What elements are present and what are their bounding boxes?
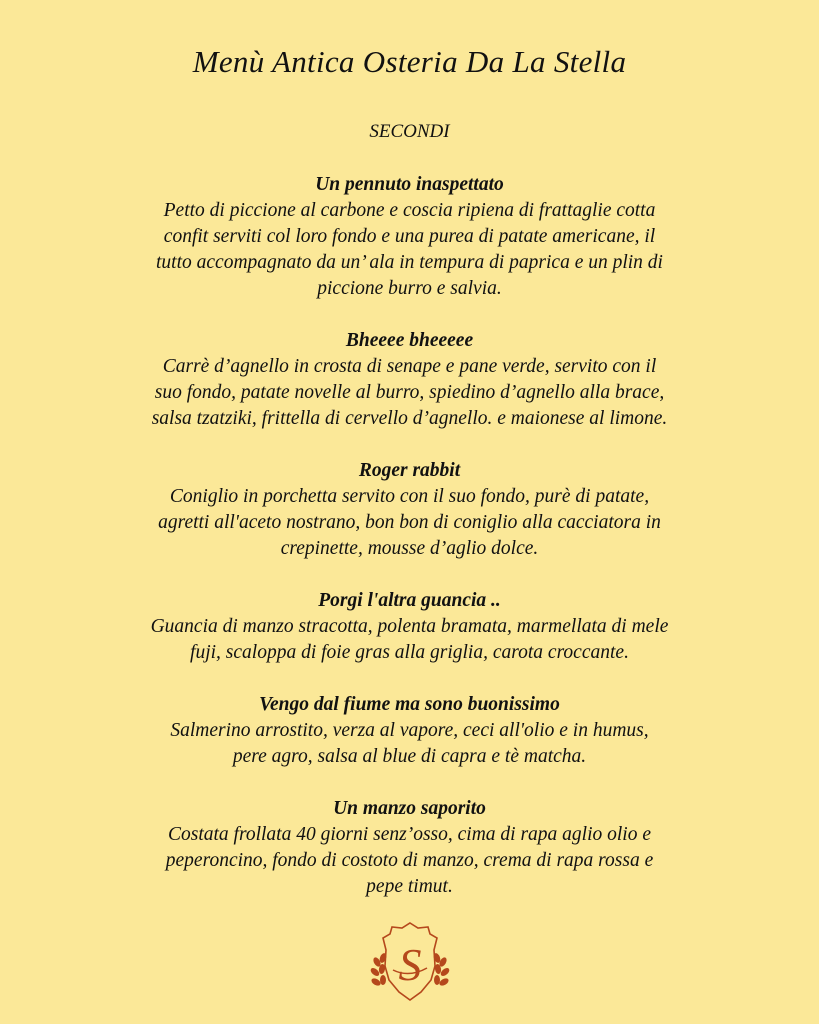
dish-name: Porgi l'altra guancia .. [318,590,501,611]
dish-item [0,328,819,432]
dish-name: Bheeee bheeeee [345,330,474,351]
dish-name: Un manzo saporito [333,798,486,819]
description-line: piccione burro e salvia. [317,278,502,299]
description-line: confit serviti col loro fondo e una purea di patate americane, il [163,226,656,247]
dish-name: Vengo dal fiume ma sono buonissimo [259,694,560,715]
dish-description [0,822,819,900]
section-heading: SECONDI [369,121,450,142]
description-line: pepe timut. [366,876,453,897]
menu-title: Menù Antica Osteria Da La Stella [192,44,627,79]
description-line: salsa tzatziki, frittella di cervello d’agnello. e maionese al limone. [151,408,668,429]
description-line: fuji, scaloppa di foie gras alla griglia, carota croccante. [190,642,629,663]
dish-item [0,588,819,666]
dish-item [0,692,819,770]
description-line: Costata frollata 40 giorni senz’osso, cima di rapa aglio olio e [167,824,651,845]
dish-list [0,172,819,926]
description-line: crepinette, mousse d’aglio dolce. [280,538,539,559]
description-line: tutto accompagnato da un’ ala in tempura di paprica e un plin di [156,252,663,273]
dish-description [0,198,819,302]
description-line: Guancia di manzo stracotta, polenta bramata, marmellata di mele [150,616,669,637]
dish-item [0,172,819,302]
dish-description [0,354,819,432]
description-line: Salmerino arrostito, verza al vapore, ceci all'olio e in humus, [170,720,649,741]
dish-description [0,718,819,770]
dish-description [0,484,819,562]
dish-item [0,796,819,900]
description-line: suo fondo, patate novelle al burro, spiedino d’agnello alla brace, [154,382,665,403]
description-line: pere agro, salsa al blue di capra e tè matcha. [232,746,587,767]
dish-item [0,458,819,562]
crest-monogram-icon [369,920,451,1004]
description-line: Coniglio in porchetta servito con il suo fondo, purè di patate, [169,486,650,507]
dish-name: Roger rabbit [358,460,461,481]
description-line: Petto di piccione al carbone e coscia ripiena di frattaglie cotta [163,200,656,221]
svg-text:S: S [398,939,422,990]
description-line: peperoncino, fondo di costoto di manzo, crema di rapa rossa e [165,850,654,871]
description-line: Carrè d’agnello in crosta di senape e pane verde, servito con il [162,356,657,377]
dish-description [0,614,819,666]
description-line: agretti all'aceto nostrano, bon bon di coniglio alla cacciatora in [158,512,661,533]
dish-name: Un pennuto inaspettato [315,174,504,195]
